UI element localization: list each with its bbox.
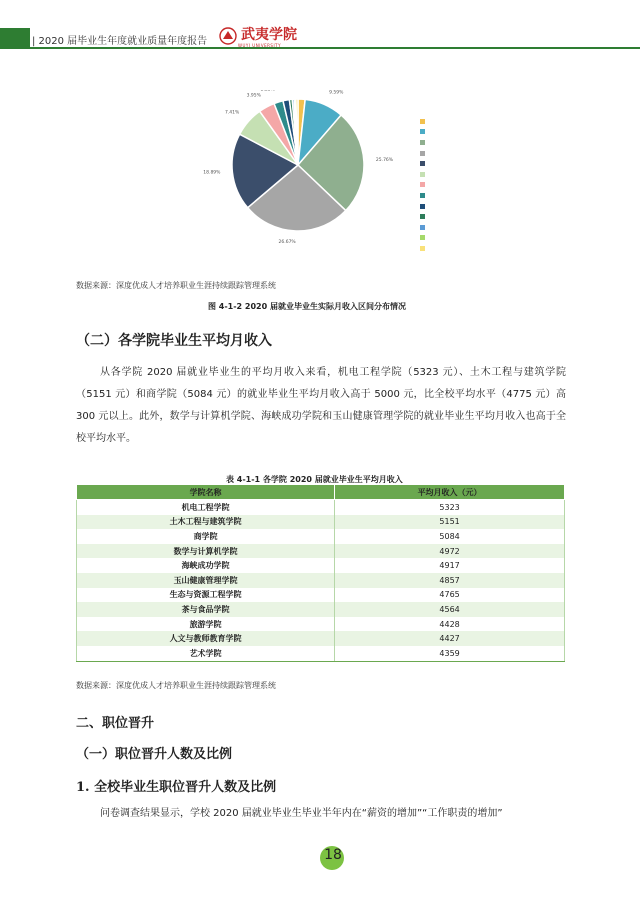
legend-swatch — [420, 119, 425, 124]
chart-caption: 图 4-1-2 2020 届就业毕业生实际月收入区间分布情况 — [208, 302, 406, 311]
legend-item — [420, 243, 429, 254]
income-value-cell: 4564 — [335, 602, 565, 617]
legend-swatch — [420, 129, 425, 134]
college-name-cell: 茶与食品学院 — [77, 602, 335, 617]
legend-item — [420, 116, 429, 127]
table-source: 数据来源：深度优成人才培养职业生涯持续跟踪管理系统 — [76, 681, 276, 690]
logo-name: 武夷学院 — [241, 27, 297, 43]
income-value-cell: 4972 — [335, 544, 565, 559]
income-value-cell: 4765 — [335, 588, 565, 603]
legend-item — [420, 158, 429, 169]
pie-slice-label: 25.76% — [375, 158, 394, 164]
income-pie-chart — [180, 90, 500, 275]
chart-source: 数据来源：深度优成人才培养职业生涯持续跟踪管理系统 — [76, 281, 276, 290]
legend-swatch — [420, 151, 425, 156]
table-row — [77, 646, 565, 661]
pie-slice-label: 18.89% — [203, 170, 221, 176]
legend-swatch — [420, 204, 425, 209]
university-logo — [218, 24, 297, 48]
page-number — [318, 840, 348, 870]
college-name-cell: 人文与教师教育学院 — [77, 631, 335, 646]
legend-item — [420, 137, 429, 148]
promotion-paragraph: 问卷调查结果显示，学校 2020 届就业毕业生毕业半年内在“薪资的增加”“工作职责的增加” — [100, 808, 503, 819]
income-value-cell: 5084 — [335, 529, 565, 544]
legend-swatch — [420, 193, 425, 198]
table-row — [77, 529, 565, 544]
report-title: | 2020 届毕业生年度就业质量年度报告 — [32, 36, 208, 47]
column-header-college: 学院名称 — [77, 485, 335, 500]
legend-item — [420, 211, 429, 222]
table-row — [77, 588, 565, 603]
income-value-cell: 4427 — [335, 631, 565, 646]
table-row — [77, 515, 565, 530]
legend-item — [420, 169, 429, 180]
college-name-cell: 生态与资源工程学院 — [77, 588, 335, 603]
pie-slice-label: 9.59% — [329, 90, 344, 96]
college-name-cell: 海峡成功学院 — [77, 558, 335, 573]
legend-swatch — [420, 225, 425, 230]
header-accent-tab — [0, 28, 30, 48]
legend-swatch — [420, 140, 425, 145]
table-caption: 表 4-1-1 各学院 2020 届就业毕业生平均月收入 — [226, 475, 403, 484]
legend-item — [420, 233, 429, 244]
legend-item — [420, 190, 429, 201]
pie-slice-label: 26.67% — [278, 239, 296, 245]
pie-slice-label: 3.95% — [246, 93, 261, 99]
page-number-text: 18 — [324, 847, 342, 863]
header-rule — [0, 47, 640, 49]
college-name-cell: 玉山健康管理学院 — [77, 573, 335, 588]
income-value-cell: 4359 — [335, 646, 565, 661]
legend-item — [420, 222, 429, 233]
college-income-paragraph: 从各学院 2020 届就业毕业生的平均月收入来看，机电工程学院（5323 元）、土木工程与建筑学院（5151 元）和商学院（5084 元）的就业毕业生平均月收入高于 5000 元，比全校平均水平（4775 元）高 300 元以上。此外，数学与计算机学院、海峡成功学院和玉山健康管理学院的就业毕业生平均月收入也高于全校平均水平。 — [76, 367, 566, 444]
pie-slice-label — [261, 90, 276, 92]
university-emblem-icon — [218, 26, 238, 46]
college-income-table — [76, 484, 565, 662]
logo-subtitle: WUYI UNIVERSITY — [238, 43, 282, 48]
table-row — [77, 544, 565, 559]
sub-subsection-heading-school-promotion: 1. 全校毕业生职位晋升人数及比例 — [76, 780, 277, 795]
table-row — [77, 602, 565, 617]
legend-swatch — [420, 246, 425, 251]
section-heading-college-income: （二）各学院毕业生平均月收入 — [76, 333, 272, 349]
pie-svg — [180, 90, 500, 275]
table-header-row — [77, 485, 565, 500]
income-value-cell: 5323 — [335, 500, 565, 515]
legend-item — [420, 127, 429, 138]
income-value-cell: 4857 — [335, 573, 565, 588]
legend-item — [420, 148, 429, 159]
table-row — [77, 500, 565, 515]
table-row — [77, 573, 565, 588]
subsection-heading-promotion-count: （一）职位晋升人数及比例 — [76, 747, 233, 762]
income-value-cell: 4428 — [335, 617, 565, 632]
college-name-cell: 土木工程与建筑学院 — [77, 515, 335, 530]
college-name-cell: 艺术学院 — [77, 646, 335, 661]
legend-swatch — [420, 235, 425, 240]
column-header-income: 平均月收入（元） — [335, 485, 565, 500]
legend-swatch — [420, 214, 425, 219]
legend-item — [420, 180, 429, 191]
college-name-cell: 机电工程学院 — [77, 500, 335, 515]
college-name-cell: 数学与计算机学院 — [77, 544, 335, 559]
legend-swatch — [420, 161, 425, 166]
table-row — [77, 558, 565, 573]
table-row — [77, 617, 565, 632]
legend-item — [420, 201, 429, 212]
page-header — [0, 28, 640, 50]
college-name-cell: 商学院 — [77, 529, 335, 544]
section-heading-promotion: 二、职位晋升 — [76, 716, 155, 731]
income-value-cell: 4917 — [335, 558, 565, 573]
college-name-cell: 旅游学院 — [77, 617, 335, 632]
pie-slice-label: 7.41% — [224, 110, 240, 116]
legend-swatch — [420, 182, 425, 187]
income-value-cell: 5151 — [335, 515, 565, 530]
chart-legend — [420, 116, 429, 254]
table-row — [77, 631, 565, 646]
legend-swatch — [420, 172, 425, 177]
